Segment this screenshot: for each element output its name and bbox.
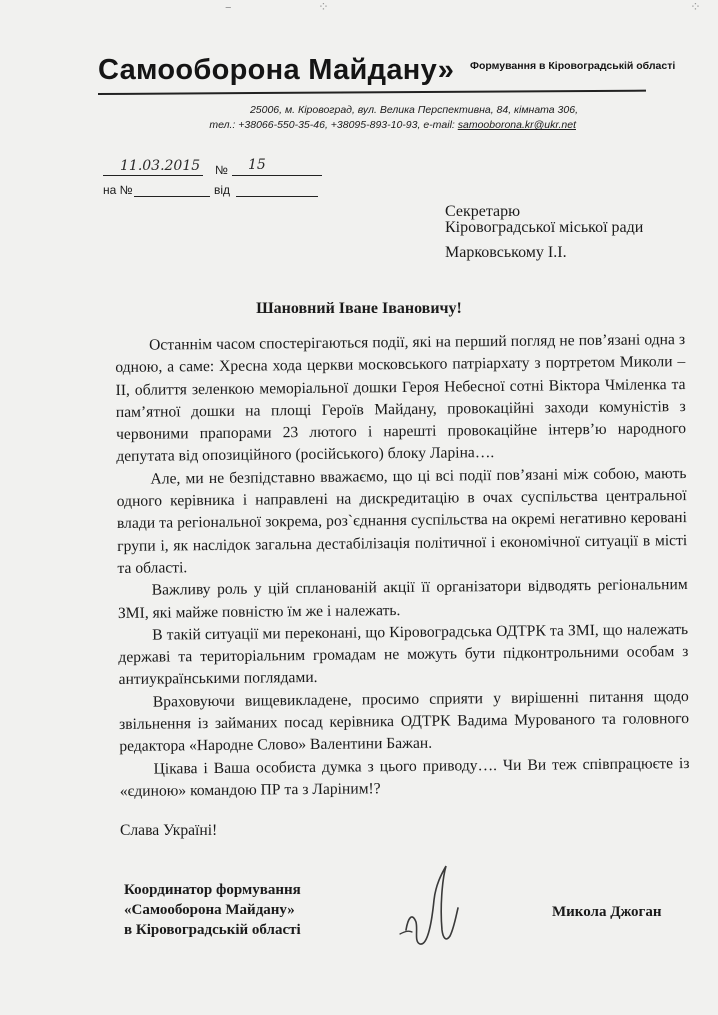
from-line [236, 196, 318, 197]
closing-phrase: Слава Україні! [120, 822, 218, 839]
organization-name: Самооборона Майдану» [98, 54, 455, 86]
salutation: Шановний Іване Івановичу! [256, 300, 462, 317]
contact-line [209, 119, 576, 131]
corner-mark-right: ⁘ [690, 0, 701, 15]
body-paragraph: В такій ситуації ми переконані, що Кіровоградська ОДТРК та ЗМІ, що належать державі та територіальним громадам не можуть бути підконтрольними особам з антиукраїнськими поглядами. [118, 620, 689, 689]
number-line [232, 175, 322, 176]
letter-body [115, 329, 690, 803]
handwritten-number: 15 [248, 157, 266, 173]
corner-mark-left: – [225, 0, 232, 15]
date-line [103, 175, 203, 176]
body-paragraph: Важливу роль у цій спланованій акції її організатори відводять регіональним ЗМІ, які майже повністю їм же і належать. [117, 576, 688, 622]
contact-email: samooborona.kr@ukr.net [457, 119, 576, 131]
corner-mark-middle: ⁘ [318, 0, 329, 15]
body-paragraph: Але, ми не безпідставно вважаємо, що ці всі події пов’язані між собою, мають одного керівника і направлені на дискредитацію в очах суспільства центральної влади та регіональної зокрема, роз`єднання суспільства на окремі негативно керовані групи і, як наслідок загальна дестабілізація політичної і економічної ситуації в місті та області. [116, 464, 688, 577]
postal-address: 25006, м. Кіровоград, вул. Велика Перспективна, 84, кімната 306, [249, 104, 578, 116]
body-paragraph: Враховуючи вищевикладене, просимо сприяти у вирішенні питання щодо звільнення із займаних посад керівника ОДТРК Вадима Мурованого та головного редактора «Народне Слово» Валентини Бажан. [118, 687, 690, 756]
signer-position: Координатор формування [124, 882, 301, 898]
handwritten-date: 11.03.2015 [120, 158, 201, 174]
signer-organization: «Самооборона Майдану» [124, 902, 295, 918]
signee-name: Микола Джоган [552, 904, 662, 920]
recipient-name: Марковському І.І. [445, 244, 567, 261]
number-label: № [215, 163, 228, 177]
letterhead-divider [98, 90, 646, 95]
body-paragraph: Останнім часом спостерігаються події, які на перший погляд не пов’язані одна з одною, а саме: Хресна хода церкви московського патріархату з портретом Миколи –ІІ, облиття зеленкою меморіальної дошки Героя Небесної сотні Віктора Чміленка та пам’ятної дошки на площі Героїв Майдану, провокаційні заходи комуністів з червоними прапорами 23 лютого і нарешті провокаційне інтерв’ю народного депутата від опозиційного (російського) блоку Ларіна…. [115, 331, 687, 466]
signer-region: в Кіровоградській області [124, 922, 301, 938]
from-label: від [214, 183, 231, 197]
body-paragraph: Цікава і Ваша особиста думка з цього приводу…. Чи Ви теж співпрацюєте із «єдиною» командою ПР та з Ларіним!? [119, 754, 690, 800]
on-number-line [134, 196, 210, 197]
recipient-title: Секретарю [445, 203, 521, 220]
recipient-institution: Кіровоградської міської ради [445, 219, 644, 236]
on-number-label: на № [103, 183, 133, 197]
organization-subtitle: Формування в Кіровоградській області [470, 60, 676, 72]
signer-block [124, 880, 301, 940]
handwritten-signature [398, 860, 478, 950]
contact-phones: тел.: +38066-550-35-46, +38095-893-10-93, e-mail: [209, 119, 455, 131]
